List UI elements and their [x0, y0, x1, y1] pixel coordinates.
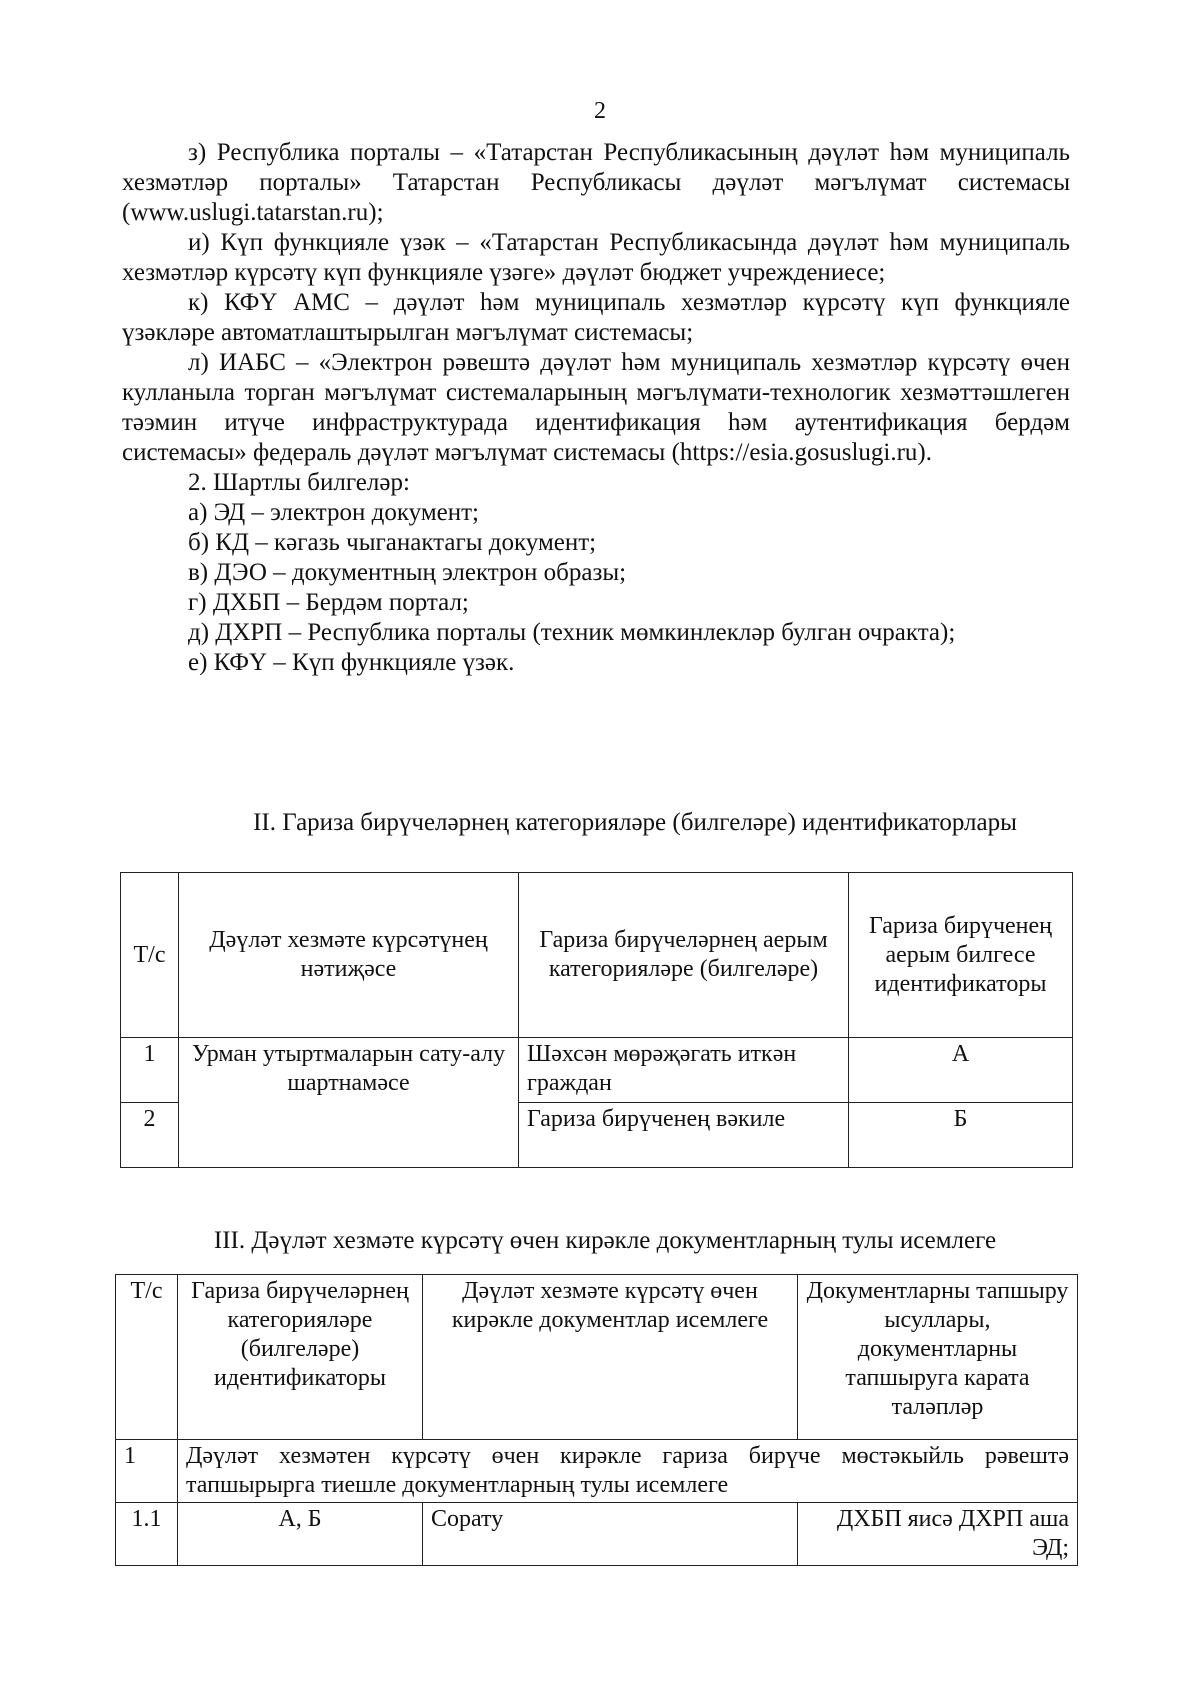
column-header: Т/с	[121, 873, 179, 1038]
service-result: Урман утыртмаларын сату-алу шартнамәсе	[179, 1038, 519, 1168]
category-identifier: А	[849, 1038, 1073, 1103]
column-header: Дәүләт хезмәте күрсәтүнең нәтиҗәсе	[179, 873, 519, 1038]
page-number: 2	[594, 98, 606, 124]
definition-l: л) ИАБС – «Электрон рәвештә дәүләт һәм муниципаль хезмәтләр күрсәтү өчен кулланыла торган мәгълүмат системаларының мәгълүмати-технологик хезмәттәшлеген тәэмин итүче инфраструктурада идентификация һәм аутентификация бердәм системасы» федераль дәүләт мәгълүмат системасы (https://esia.gosuslugi.ru).	[122, 349, 1070, 466]
table-header-row	[121, 873, 1073, 1038]
abbreviations-heading: 2. Шартлы билгеләр:	[188, 469, 410, 496]
applicant-category: Шәхсән мөрәҗәгать иткән граждан	[519, 1038, 849, 1103]
row-number: 1	[116, 1440, 178, 1503]
group-row-text: Дәүләт хезмәтен күрсәтү өчен кирәкле гариза бирүче мөстәкыйль рәвештә тапшырырга тиешле документларның тулы исемлеге	[178, 1440, 1078, 1503]
definition-k: к) КФҮ АМС – дәүләт һәм муниципаль хезмәтләр күрсәтү күп функцияле үзәкләре автоматлаштырылган мәгълүмат системасы;	[122, 289, 1070, 346]
column-header: Дәүләт хезмәте күрсәтү өчен кирәкле документлар исемлеге	[423, 1275, 798, 1440]
definitions-block	[122, 138, 1070, 678]
abbreviation-item: д) ДХРП – Республика порталы (техник мөмкинлекләр булган очракта);	[188, 619, 956, 646]
abbreviation-item: г) ДХБП – Бердәм портал;	[188, 589, 469, 616]
abbreviation-item: в) ДЭО – документның электрон образы;	[188, 559, 627, 586]
table-group-row	[116, 1440, 1078, 1503]
definition-i: и) Күп функцияле үзәк – «Татарстан Республикасында дәүләт һәм муниципаль хезмәтләр күрсәтү күп функцияле үзәге» дәүләт бюджет учреждениесе;	[122, 229, 1070, 286]
document-name: Сорату	[423, 1503, 798, 1566]
column-header: Документларны тапшыру ысуллары, документларны тапшыруга карата таләпләр	[798, 1275, 1078, 1440]
abbreviation-item: а) ЭД – электрон документ;	[188, 499, 480, 526]
row-number: 1.1	[116, 1503, 178, 1566]
abbreviation-item: е) КФҮ – Күп функцияле үзәк.	[188, 649, 515, 676]
table-row	[116, 1503, 1078, 1566]
applicant-categories-table	[120, 872, 1073, 1168]
definition-z: з) Республика порталы – «Татарстан Республикасының дәүләт һәм муниципаль хезмәтләр порталы» Татарстан Республикасы дәүләт мәгълүмат системасы (www.uslugi.tatarstan.ru);	[122, 139, 1070, 226]
column-header: Гариза бирүчеләрнең категорияләре (билгеләре) идентификаторы	[178, 1275, 423, 1440]
table-header-row	[116, 1275, 1078, 1440]
section-3-title: III. Дәүләт хезмәте күрсәтү өчен кирәкле документларның тулы исемлеге	[213, 1227, 997, 1254]
row-number: 2	[121, 1103, 179, 1168]
column-header: Гариза бирүчеләрнең аерым категорияләре (билгеләре)	[519, 873, 849, 1038]
applicant-identifiers: А, Б	[178, 1503, 423, 1566]
required-documents-table	[115, 1274, 1078, 1566]
applicant-category: Гариза бирүченең вәкиле	[519, 1103, 849, 1168]
row-number: 1	[121, 1038, 179, 1103]
column-header: Т/с	[116, 1275, 178, 1440]
section-2-title: II. Гариза бирүчеләрнең категорияләре (билгеләре) идентификаторлары	[253, 809, 1017, 836]
table-row	[121, 1038, 1073, 1103]
column-header: Гариза бирүченең аерым билгесе идентификаторы	[849, 873, 1073, 1038]
submission-method: ДХБП яисә ДХРП аша ЭД;	[798, 1503, 1078, 1566]
category-identifier: Б	[849, 1103, 1073, 1168]
abbreviation-item: б) КД – кәгазь чыганактагы документ;	[188, 529, 597, 556]
